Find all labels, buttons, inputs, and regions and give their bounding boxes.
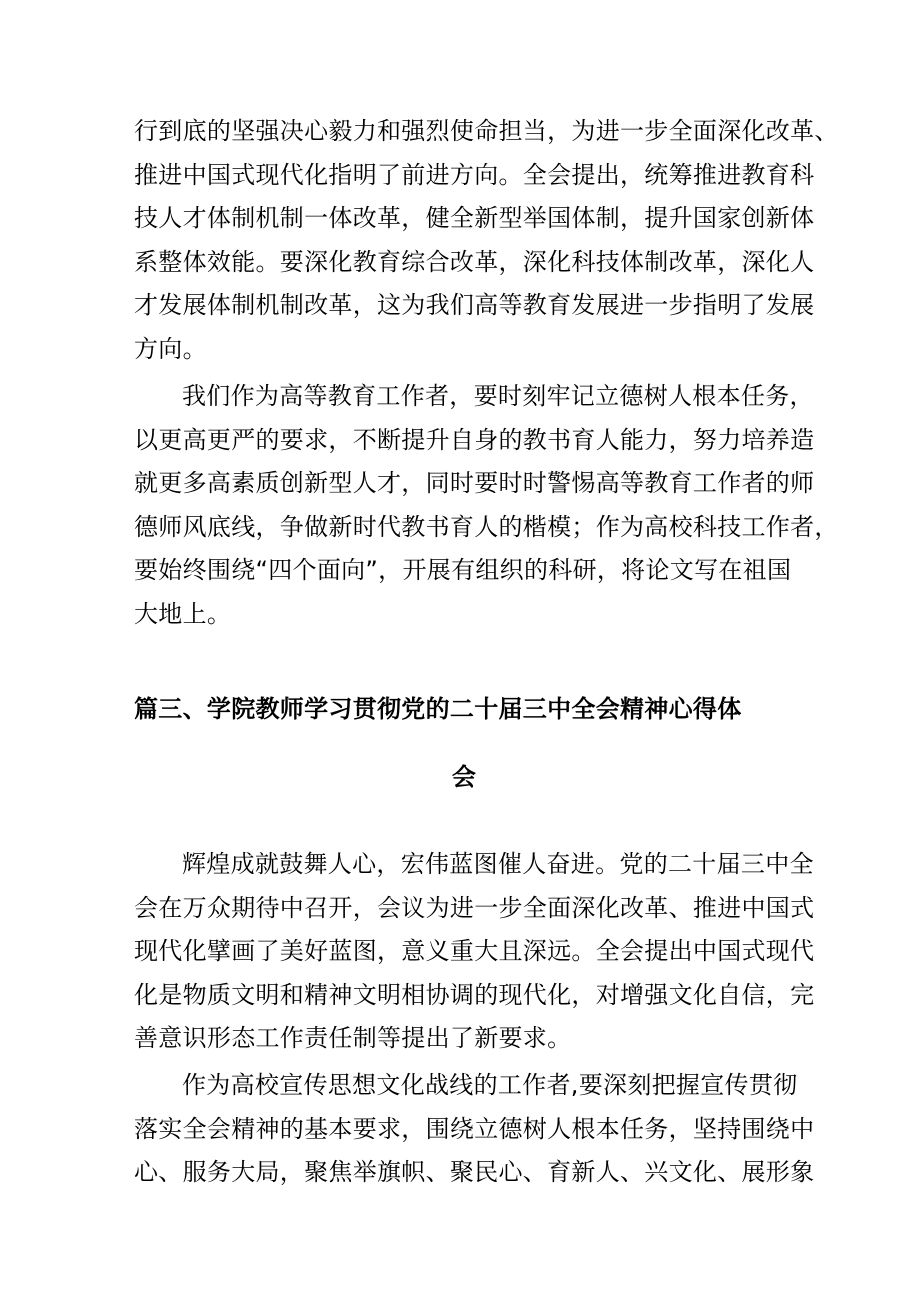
- text-line: 就更多高素质创新型人才，同时要时时警惕高等教育工作者的师: [134, 469, 815, 497]
- text-line: 化是物质文明和精神文明相协调的现代化，对增强文化自信，完: [134, 980, 815, 1009]
- text-line: 心、服务大局，聚焦举旗帜、聚民心、育新人、兴文化、展形象: [134, 1158, 815, 1186]
- paragraph-continuation: [134, 110, 839, 371]
- text-line: 作为高校宣传思想文化战线的工作者,要深刻把握宣传贯彻: [182, 1071, 798, 1099]
- text-line: 以更高更严的要求，不断提升自身的教书育人能力，努力培养造: [134, 425, 815, 454]
- text-line: 大地上。: [134, 599, 232, 628]
- text-line: 系整体效能。要深化教育综合改革，深化科技体制改革，深化人: [134, 247, 815, 276]
- text-line: 会在万众期待中召开，会议为进一步全面深化改革、推进中国式: [134, 893, 815, 922]
- text-line: 技人才体制机制一体改革，健全新型举国体制，提升国家创新体: [134, 204, 815, 232]
- text-line: 辉煌成就鼓舞人心，宏伟蓝图催人奋进。党的二十届三中全: [182, 850, 814, 878]
- text-line: 德师风底线，争做新时代教书育人的楷模；作为高校科技工作者，: [134, 512, 839, 541]
- paragraph-educators: [134, 375, 839, 636]
- text-line: 现代化擘画了美好蓝图，意义重大且深远。全会提出中国式现代: [134, 937, 815, 965]
- section-heading-line: 会: [451, 763, 477, 791]
- text-line: 行到底的坚强决心毅力和强烈使命担当，为进一步全面深化改革、: [134, 117, 839, 145]
- text-line: 我们作为高等教育工作者，要时刻牢记立德树人根本任务，: [182, 382, 814, 410]
- text-line: 落实全会精神的基本要求，围绕立德树人根本任务，坚持围绕中: [134, 1114, 815, 1143]
- text-line: 推进中国式现代化指明了前进方向。全会提出，统筹推进教育科: [134, 160, 815, 189]
- section-heading-line: 篇三、学院教师学习贯彻党的二十届三中全会精神心得体: [134, 695, 742, 723]
- text-line: 才发展体制机制改革，这为我们高等教育发展进一步指明了发展: [134, 291, 815, 319]
- paragraph-achievements: [134, 843, 815, 1061]
- paragraph-propaganda: [134, 1064, 815, 1195]
- text-line: 方向。: [134, 334, 207, 363]
- text-line: 要始终围绕“四个面向”，开展有组织的科研，将论文写在祖国: [134, 556, 792, 584]
- text-line: 善意识形态工作责任制等提出了新要求。: [134, 1024, 572, 1052]
- section-heading: [134, 675, 794, 811]
